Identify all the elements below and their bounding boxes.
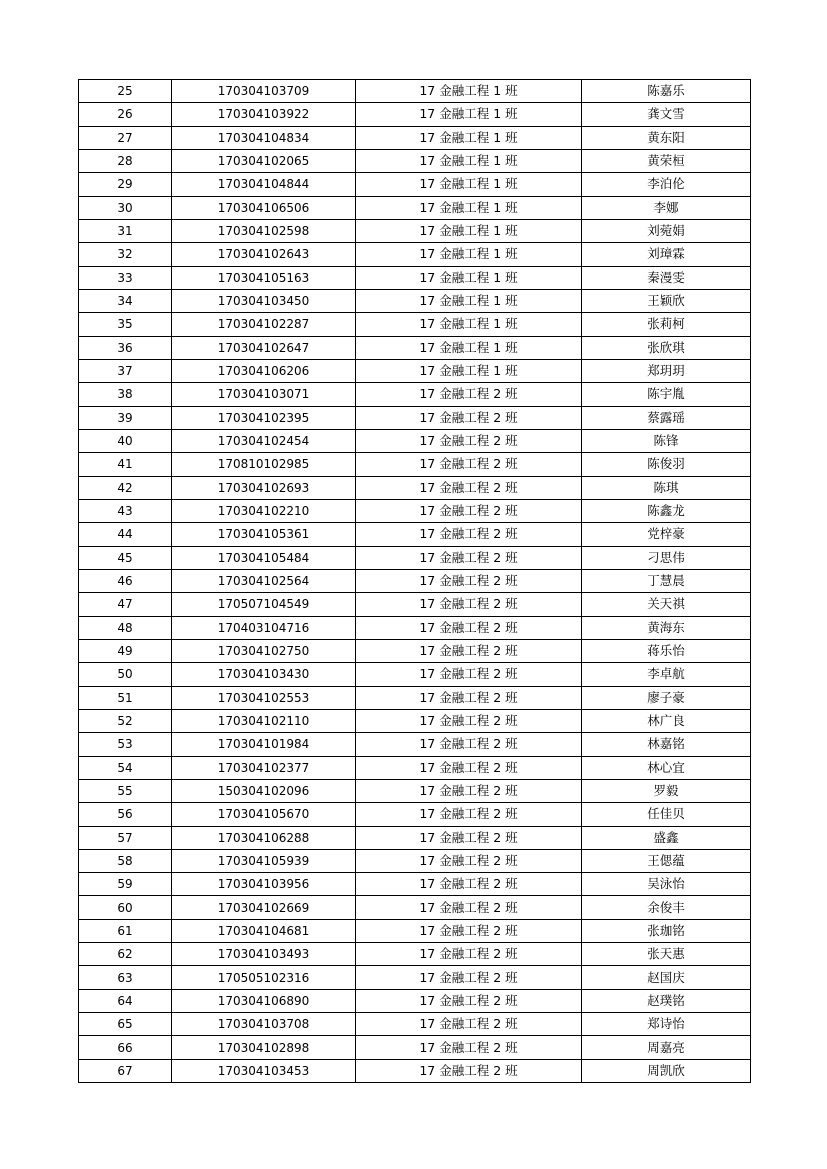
class-name-cell: 17 金融工程 2 班 <box>356 639 582 662</box>
student-name-cell: 任佳贝 <box>582 803 751 826</box>
student-id-cell: 170304103708 <box>172 1013 356 1036</box>
student-name-cell: 张珈铭 <box>582 919 751 942</box>
table-row <box>79 499 751 522</box>
row-index-cell: 59 <box>79 873 172 896</box>
student-id-cell: 170304105670 <box>172 803 356 826</box>
class-name-cell: 17 金融工程 2 班 <box>356 989 582 1012</box>
class-name-cell: 17 金融工程 2 班 <box>356 803 582 826</box>
student-name-cell: 丁慧晨 <box>582 569 751 592</box>
student-id-cell: 170505102316 <box>172 966 356 989</box>
class-name-cell: 17 金融工程 1 班 <box>356 266 582 289</box>
class-name-cell: 17 金融工程 2 班 <box>356 663 582 686</box>
student-id-cell: 170304104834 <box>172 126 356 149</box>
row-index-cell: 31 <box>79 219 172 242</box>
row-index-cell: 44 <box>79 523 172 546</box>
class-name-cell: 17 金融工程 2 班 <box>356 593 582 616</box>
student-name-cell: 郑玥玥 <box>582 359 751 382</box>
row-index-cell: 34 <box>79 289 172 312</box>
table-row <box>79 1036 751 1059</box>
class-name-cell: 17 金融工程 2 班 <box>356 406 582 429</box>
student-name-cell: 关天祺 <box>582 593 751 616</box>
student-id-cell: 170304103430 <box>172 663 356 686</box>
table-row <box>79 359 751 382</box>
roster-body <box>79 80 751 1083</box>
student-id-cell: 170810102985 <box>172 453 356 476</box>
student-id-cell: 170304106206 <box>172 359 356 382</box>
class-name-cell: 17 金融工程 2 班 <box>356 943 582 966</box>
table-row <box>79 406 751 429</box>
table-row <box>79 126 751 149</box>
class-name-cell: 17 金融工程 1 班 <box>356 289 582 312</box>
table-row <box>79 266 751 289</box>
student-name-cell: 周凯欣 <box>582 1059 751 1082</box>
student-name-cell: 党梓豪 <box>582 523 751 546</box>
row-index-cell: 41 <box>79 453 172 476</box>
student-name-cell: 赵璞铭 <box>582 989 751 1012</box>
student-name-cell: 刘璋霖 <box>582 243 751 266</box>
table-row <box>79 919 751 942</box>
class-name-cell: 17 金融工程 2 班 <box>356 1059 582 1082</box>
row-index-cell: 35 <box>79 313 172 336</box>
table-row <box>79 989 751 1012</box>
student-name-cell: 林心宜 <box>582 756 751 779</box>
student-id-cell: 170304102553 <box>172 686 356 709</box>
class-name-cell: 17 金融工程 2 班 <box>356 966 582 989</box>
class-name-cell: 17 金融工程 1 班 <box>356 219 582 242</box>
row-index-cell: 52 <box>79 709 172 732</box>
table-row <box>79 103 751 126</box>
class-name-cell: 17 金融工程 2 班 <box>356 826 582 849</box>
row-index-cell: 39 <box>79 406 172 429</box>
student-name-cell: 盛鑫 <box>582 826 751 849</box>
table-row <box>79 966 751 989</box>
table-row <box>79 873 751 896</box>
class-name-cell: 17 金融工程 2 班 <box>356 383 582 406</box>
student-name-cell: 龚文雪 <box>582 103 751 126</box>
student-id-cell: 170304102598 <box>172 219 356 242</box>
table-row <box>79 546 751 569</box>
class-name-cell: 17 金融工程 1 班 <box>356 126 582 149</box>
student-id-cell: 170304102287 <box>172 313 356 336</box>
row-index-cell: 54 <box>79 756 172 779</box>
row-index-cell: 64 <box>79 989 172 1012</box>
student-name-cell: 罗毅 <box>582 779 751 802</box>
student-id-cell: 170304106890 <box>172 989 356 1012</box>
class-name-cell: 17 金融工程 1 班 <box>356 359 582 382</box>
class-name-cell: 17 金融工程 2 班 <box>356 476 582 499</box>
student-name-cell: 黄荣桓 <box>582 149 751 172</box>
table-row <box>79 149 751 172</box>
class-name-cell: 17 金融工程 1 班 <box>356 173 582 196</box>
table-row <box>79 313 751 336</box>
row-index-cell: 45 <box>79 546 172 569</box>
student-name-cell: 陈鑫龙 <box>582 499 751 522</box>
class-name-cell: 17 金融工程 2 班 <box>356 779 582 802</box>
row-index-cell: 58 <box>79 849 172 872</box>
student-id-cell: 170304102377 <box>172 756 356 779</box>
row-index-cell: 53 <box>79 733 172 756</box>
class-name-cell: 17 金融工程 2 班 <box>356 873 582 896</box>
row-index-cell: 42 <box>79 476 172 499</box>
row-index-cell: 27 <box>79 126 172 149</box>
table-row <box>79 289 751 312</box>
student-name-cell: 张欣琪 <box>582 336 751 359</box>
table-row <box>79 756 751 779</box>
class-name-cell: 17 金融工程 1 班 <box>356 103 582 126</box>
student-id-cell: 170304103922 <box>172 103 356 126</box>
student-id-cell: 170304102643 <box>172 243 356 266</box>
student-name-cell: 李卓航 <box>582 663 751 686</box>
class-name-cell: 17 金融工程 2 班 <box>356 453 582 476</box>
table-row <box>79 173 751 196</box>
class-name-cell: 17 金融工程 1 班 <box>356 243 582 266</box>
table-row <box>79 709 751 732</box>
class-name-cell: 17 金融工程 2 班 <box>356 1013 582 1036</box>
student-id-cell: 170403104716 <box>172 616 356 639</box>
student-id-cell: 170304106288 <box>172 826 356 849</box>
table-row <box>79 639 751 662</box>
student-name-cell: 陈俊羽 <box>582 453 751 476</box>
student-id-cell: 170507104549 <box>172 593 356 616</box>
row-index-cell: 55 <box>79 779 172 802</box>
student-name-cell: 林嘉铭 <box>582 733 751 756</box>
student-name-cell: 李泊伦 <box>582 173 751 196</box>
student-id-cell: 170304105361 <box>172 523 356 546</box>
table-row <box>79 80 751 103</box>
class-name-cell: 17 金融工程 2 班 <box>356 616 582 639</box>
student-name-cell: 陈琪 <box>582 476 751 499</box>
table-row <box>79 523 751 546</box>
student-id-cell: 170304102395 <box>172 406 356 429</box>
student-name-cell: 张天惠 <box>582 943 751 966</box>
row-index-cell: 30 <box>79 196 172 219</box>
table-row <box>79 779 751 802</box>
student-id-cell: 170304106506 <box>172 196 356 219</box>
student-name-cell: 陈宇胤 <box>582 383 751 406</box>
student-id-cell: 170304103709 <box>172 80 356 103</box>
table-row <box>79 1013 751 1036</box>
table-row <box>79 336 751 359</box>
student-id-cell: 170304103450 <box>172 289 356 312</box>
row-index-cell: 67 <box>79 1059 172 1082</box>
student-id-cell: 170304102898 <box>172 1036 356 1059</box>
row-index-cell: 43 <box>79 499 172 522</box>
row-index-cell: 63 <box>79 966 172 989</box>
student-id-cell: 170304102210 <box>172 499 356 522</box>
student-name-cell: 王颖欣 <box>582 289 751 312</box>
student-id-cell: 170304103071 <box>172 383 356 406</box>
student-name-cell: 刁思伟 <box>582 546 751 569</box>
table-row <box>79 803 751 826</box>
class-name-cell: 17 金融工程 1 班 <box>356 196 582 219</box>
student-name-cell: 黄东阳 <box>582 126 751 149</box>
student-name-cell: 陈锋 <box>582 429 751 452</box>
class-name-cell: 17 金融工程 2 班 <box>356 756 582 779</box>
student-id-cell: 170304102110 <box>172 709 356 732</box>
student-id-cell: 150304102096 <box>172 779 356 802</box>
row-index-cell: 36 <box>79 336 172 359</box>
row-index-cell: 26 <box>79 103 172 126</box>
student-id-cell: 170304102454 <box>172 429 356 452</box>
row-index-cell: 25 <box>79 80 172 103</box>
row-index-cell: 48 <box>79 616 172 639</box>
student-id-cell: 170304103956 <box>172 873 356 896</box>
class-name-cell: 17 金融工程 2 班 <box>356 733 582 756</box>
row-index-cell: 60 <box>79 896 172 919</box>
class-name-cell: 17 金融工程 2 班 <box>356 569 582 592</box>
table-row <box>79 429 751 452</box>
student-id-cell: 170304105163 <box>172 266 356 289</box>
table-row <box>79 219 751 242</box>
row-index-cell: 65 <box>79 1013 172 1036</box>
table-row <box>79 569 751 592</box>
row-index-cell: 46 <box>79 569 172 592</box>
class-name-cell: 17 金融工程 2 班 <box>356 709 582 732</box>
student-id-cell: 170304101984 <box>172 733 356 756</box>
row-index-cell: 47 <box>79 593 172 616</box>
student-name-cell: 吴泳怡 <box>582 873 751 896</box>
student-id-cell: 170304102647 <box>172 336 356 359</box>
class-name-cell: 17 金融工程 2 班 <box>356 1036 582 1059</box>
class-name-cell: 17 金融工程 1 班 <box>356 149 582 172</box>
class-name-cell: 17 金融工程 1 班 <box>356 313 582 336</box>
student-name-cell: 王偲蕴 <box>582 849 751 872</box>
student-id-cell: 170304104681 <box>172 919 356 942</box>
table-row <box>79 196 751 219</box>
row-index-cell: 33 <box>79 266 172 289</box>
student-name-cell: 张莉柯 <box>582 313 751 336</box>
student-id-cell: 170304102669 <box>172 896 356 919</box>
table-row <box>79 733 751 756</box>
row-index-cell: 38 <box>79 383 172 406</box>
student-name-cell: 刘菀娟 <box>582 219 751 242</box>
student-name-cell: 林广良 <box>582 709 751 732</box>
table-row <box>79 849 751 872</box>
student-name-cell: 秦漫雯 <box>582 266 751 289</box>
row-index-cell: 32 <box>79 243 172 266</box>
table-row <box>79 593 751 616</box>
row-index-cell: 51 <box>79 686 172 709</box>
class-name-cell: 17 金融工程 2 班 <box>356 686 582 709</box>
student-name-cell: 周嘉亮 <box>582 1036 751 1059</box>
class-name-cell: 17 金融工程 2 班 <box>356 896 582 919</box>
row-index-cell: 29 <box>79 173 172 196</box>
row-index-cell: 61 <box>79 919 172 942</box>
table-row <box>79 616 751 639</box>
class-name-cell: 17 金融工程 2 班 <box>356 523 582 546</box>
student-id-cell: 170304102750 <box>172 639 356 662</box>
student-id-cell: 170304103493 <box>172 943 356 966</box>
table-row <box>79 383 751 406</box>
student-id-cell: 170304105939 <box>172 849 356 872</box>
student-id-cell: 170304105484 <box>172 546 356 569</box>
student-id-cell: 170304102564 <box>172 569 356 592</box>
class-name-cell: 17 金融工程 2 班 <box>356 546 582 569</box>
table-row <box>79 1059 751 1082</box>
row-index-cell: 37 <box>79 359 172 382</box>
table-row <box>79 453 751 476</box>
class-name-cell: 17 金融工程 2 班 <box>356 429 582 452</box>
student-name-cell: 蔡露瑶 <box>582 406 751 429</box>
row-index-cell: 56 <box>79 803 172 826</box>
table-row <box>79 476 751 499</box>
class-name-cell: 17 金融工程 2 班 <box>356 499 582 522</box>
table-row <box>79 686 751 709</box>
row-index-cell: 62 <box>79 943 172 966</box>
table-row <box>79 896 751 919</box>
student-name-cell: 余俊丰 <box>582 896 751 919</box>
student-name-cell: 廖子豪 <box>582 686 751 709</box>
student-name-cell: 赵国庆 <box>582 966 751 989</box>
student-roster-table <box>78 79 751 1083</box>
table-row <box>79 943 751 966</box>
student-name-cell: 陈嘉乐 <box>582 80 751 103</box>
student-id-cell: 170304102065 <box>172 149 356 172</box>
row-index-cell: 66 <box>79 1036 172 1059</box>
student-id-cell: 170304102693 <box>172 476 356 499</box>
table-row <box>79 663 751 686</box>
table-row <box>79 826 751 849</box>
row-index-cell: 40 <box>79 429 172 452</box>
row-index-cell: 49 <box>79 639 172 662</box>
student-name-cell: 黄海东 <box>582 616 751 639</box>
student-name-cell: 蒋乐怡 <box>582 639 751 662</box>
row-index-cell: 28 <box>79 149 172 172</box>
row-index-cell: 57 <box>79 826 172 849</box>
class-name-cell: 17 金融工程 1 班 <box>356 336 582 359</box>
class-name-cell: 17 金融工程 2 班 <box>356 919 582 942</box>
student-name-cell: 李娜 <box>582 196 751 219</box>
class-name-cell: 17 金融工程 1 班 <box>356 80 582 103</box>
student-id-cell: 170304103453 <box>172 1059 356 1082</box>
row-index-cell: 50 <box>79 663 172 686</box>
table-row <box>79 243 751 266</box>
student-name-cell: 郑诗怡 <box>582 1013 751 1036</box>
class-name-cell: 17 金融工程 2 班 <box>356 849 582 872</box>
student-id-cell: 170304104844 <box>172 173 356 196</box>
